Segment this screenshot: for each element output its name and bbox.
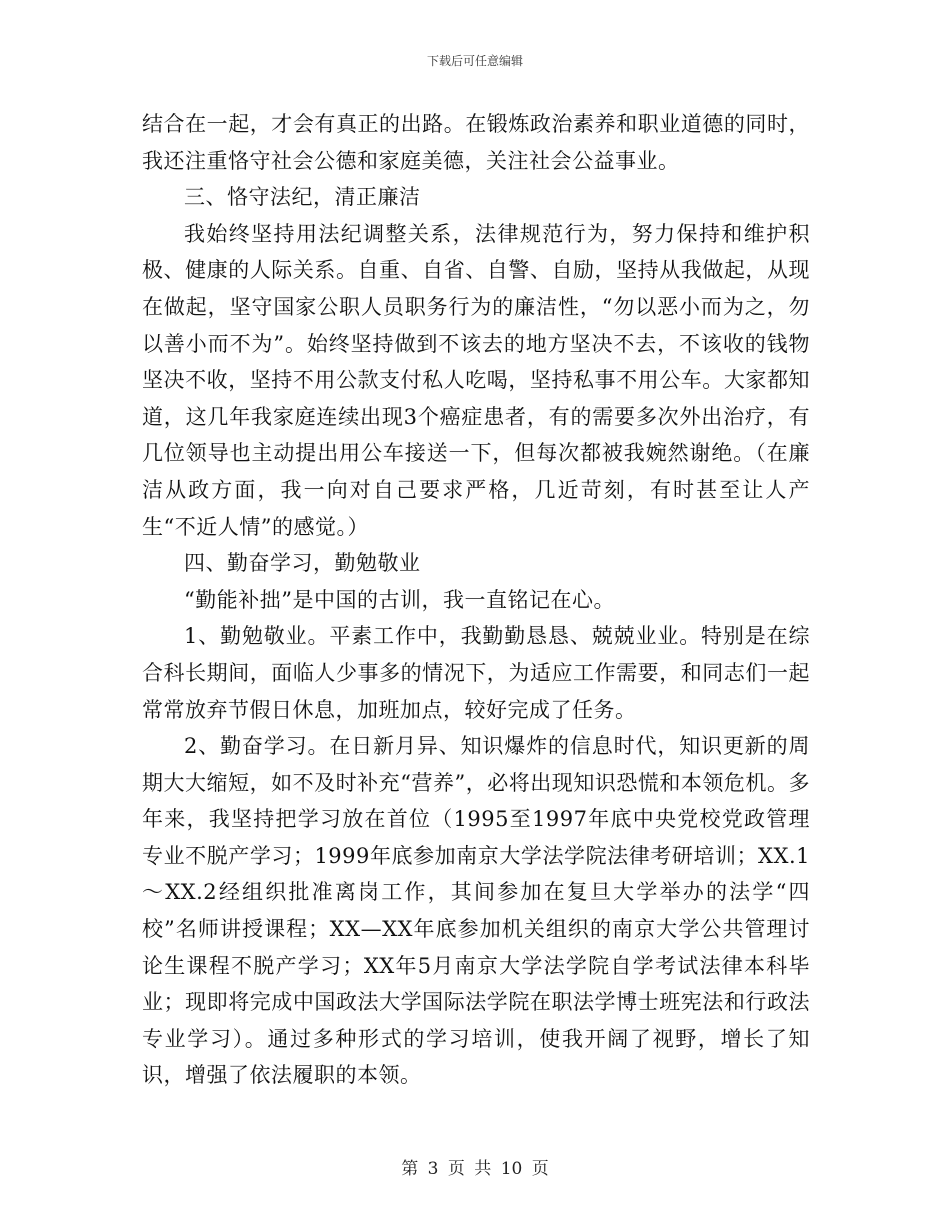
paragraph-integrity: 我始终坚持用法纪调整关系，法律规范行为，努力保持和维护积极、健康的人际关系。自重、自省、自警、自励，坚持从我做起，从现在做起，坚守国家公职人员职务行为的廉洁性，“勿以恶小而为之，勿以善小而不为”。始终坚持做到不该去的地方坚决不去，不该收的钱物坚决不收，坚持不用公款支付私人吃喝，坚持私事不用公车。大家都知道，这几年我家庭连续出现3个癌症患者，有的需要多次外出治疗，有几位领导也主动提出用公车接送一下，但每次都被我婉然谢绝。（在廉洁从政方面，我一向对自己要求严格，几近苛刻，有时甚至让人产生“不近人情”的感觉。）	[142, 221, 810, 539]
paragraph-dedication: 1、勤勉敬业。平素工作中，我勤勤恳恳、兢兢业业。特别是在综合科长期间，面临人少事多的情况下，为适应工作需要，和同志们一起常常放弃节假日休息，加班加点，较好完成了任务。	[142, 624, 810, 722]
page-header-note: 下载后可任意编辑	[426, 54, 523, 68]
page-number-footer: 第 3 页 共 10 页	[401, 1159, 549, 1179]
paragraph-motto: “勤能补拙”是中国的古训，我一直铭记在心。	[184, 587, 615, 612]
section-heading-four: 四、勤奋学习，勤勉敬业	[184, 551, 421, 576]
document-body	[142, 106, 810, 1094]
section-heading-three: 三、恪守法纪，清正廉洁	[184, 185, 421, 210]
paragraph-study: 2、勤奋学习。在日新月异、知识爆炸的信息时代，知识更新的周期大大缩短，如不及时补充“营养”，必将出现知识恐慌和本领危机。多年来，我坚持把学习放在首位（1995至1997年底中央党校党政管理专业不脱产学习；1999年底参加南京大学法学院法律考研培训；XX.1～XX.2经组织批准离岗工作，其间参加在复旦大学举办的法学“四校”名师讲授课程；XX—XX年底参加机关组织的南京大学公共管理讨论生课程不脱产学习；XX年5月南京大学法学院自学考试法律本科毕业；现即将完成中国政法大学国际法学院在职法学博士班宪法和行政法专业学习）。通过多种形式的学习培训，使我开阔了视野，增长了知识，增强了依法履职的本领。	[142, 734, 810, 1088]
paragraph-continuation: 结合在一起，才会有真正的出路。在锻炼政治素养和职业道德的同时，我还注重恪守社会公德和家庭美德，关注社会公益事业。	[142, 112, 810, 173]
